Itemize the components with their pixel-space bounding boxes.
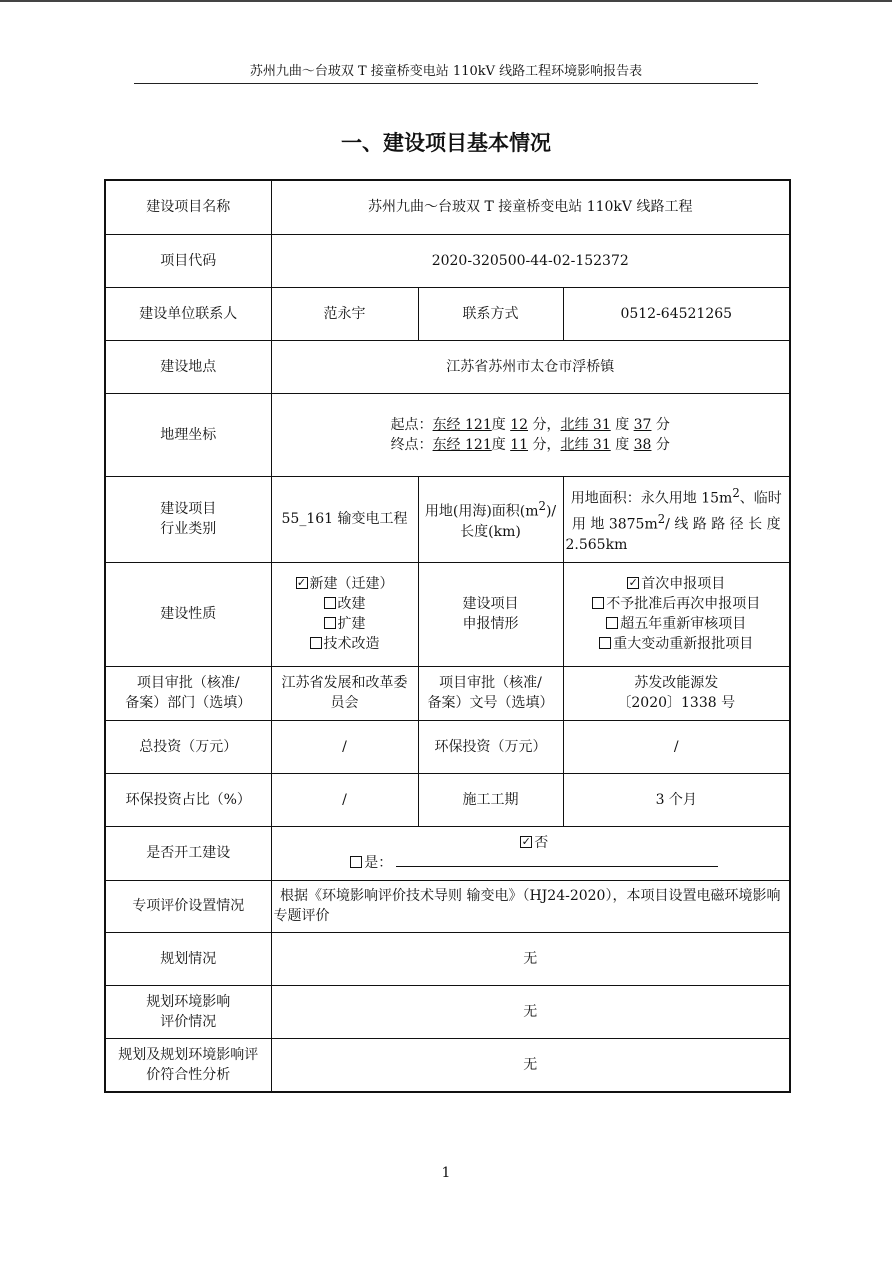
row-investment [105, 720, 790, 773]
row-project-code [105, 234, 790, 287]
checkbox-empty-icon [324, 597, 336, 609]
row-started [105, 826, 790, 880]
project-name-value: 苏州九曲～台玻双 T 接童桥变电站 110kV 线路工程 [271, 180, 790, 234]
row-compliance [105, 1038, 790, 1092]
phone-value: 0512-64521265 [563, 287, 790, 340]
blank-fill-line [396, 855, 718, 867]
project-code-label: 项目代码 [105, 234, 271, 287]
row-industry [105, 476, 790, 562]
started-option-yes: 是： [282, 853, 788, 873]
row-ratio-period [105, 773, 790, 826]
row-contact [105, 287, 790, 340]
row-coordinates [105, 393, 790, 476]
special-eval-label: 专项评价设置情况 [105, 880, 271, 932]
project-info-table [104, 179, 791, 1093]
nature-options [271, 562, 418, 666]
checkbox-empty-icon [310, 637, 322, 649]
row-location [105, 340, 790, 393]
started-options [271, 826, 790, 880]
period-value: 3 个月 [563, 773, 790, 826]
area-label: 用地(用海)面积$(m^2)/$ 长度(km) [418, 476, 563, 562]
area-value: 用地面积：永久用地 $15m^2$、临时用 地 $3875m^2/$ 线 路 路 径 长 度 2.565km [563, 476, 790, 562]
declare-option: 超五年重新审核项目 [566, 614, 788, 634]
declare-option: 不予批准后再次申报项目 [566, 594, 788, 614]
approval-no-value: 苏发改能源发 〔2020〕1338 号 [563, 666, 790, 720]
coordinate-start: 起点：东经 121度 12 分，北纬 31 度 37 分 [390, 416, 670, 433]
project-code-value: 2020-320500-44-02-152372 [271, 234, 790, 287]
special-eval-value: 根据《环境影响评价技术导则 输变电》（HJ24-2020），本项目设置电磁环境影响专题评价 [271, 880, 790, 932]
checkbox-checked-icon [520, 836, 532, 848]
planning-value: 无 [271, 932, 790, 985]
compliance-label: 规划及规划环境影响评 价符合性分析 [105, 1038, 271, 1092]
compliance-value: 无 [271, 1038, 790, 1092]
row-planning [105, 932, 790, 985]
page-number: 1 [441, 1165, 451, 1181]
location-value: 江苏省苏州市太仓市浮桥镇 [271, 340, 790, 393]
contact-label: 建设单位联系人 [105, 287, 271, 340]
planning-label: 规划情况 [105, 932, 271, 985]
project-name-label: 建设项目名称 [105, 180, 271, 234]
phone-label: 联系方式 [418, 287, 563, 340]
declare-options [563, 562, 790, 666]
running-header: 苏州九曲～台玻双 T 接童桥变电站 110kV 线路工程环境影响报告表 [249, 64, 643, 79]
section-title: 一、建设项目基本情况 [341, 131, 551, 155]
row-nature [105, 562, 790, 666]
contact-value: 范永宇 [271, 287, 418, 340]
nature-option: 改建 [274, 594, 416, 614]
nature-option: ✓新建（迁建） [274, 574, 416, 594]
total-invest-label: 总投资（万元） [105, 720, 271, 773]
coordinates-value [271, 393, 790, 476]
declare-option: 重大变动重新报批项目 [566, 634, 788, 654]
started-label: 是否开工建设 [105, 826, 271, 880]
env-invest-value: / [563, 720, 790, 773]
page-top-border [0, 0, 892, 2]
location-label: 建设地点 [105, 340, 271, 393]
total-invest-value: / [271, 720, 418, 773]
coordinate-end: 终点：东经 121度 11 分，北纬 31 度 38 分 [390, 436, 670, 453]
env-ratio-label: 环保投资占比（%） [105, 773, 271, 826]
env-ratio-value: / [271, 773, 418, 826]
declare-option: ✓首次申报项目 [566, 574, 788, 594]
row-special-eval [105, 880, 790, 932]
coordinates-label: 地理坐标 [105, 393, 271, 476]
planning-env-value: 无 [271, 985, 790, 1038]
checkbox-empty-icon [592, 597, 604, 609]
approval-dept-label: 项目审批（核准/ 备案）部门（选填） [105, 666, 271, 720]
row-project-name [105, 180, 790, 234]
nature-label: 建设性质 [105, 562, 271, 666]
period-label: 施工工期 [418, 773, 563, 826]
approval-dept-value: 江苏省发展和改革委 员会 [271, 666, 418, 720]
industry-label: 建设项目 行业类别 [105, 476, 271, 562]
env-invest-label: 环保投资（万元） [418, 720, 563, 773]
nature-option: 扩建 [274, 614, 416, 634]
header-rule [134, 83, 758, 84]
checkbox-checked-icon [296, 577, 308, 589]
row-planning-env [105, 985, 790, 1038]
approval-no-label: 项目审批（核准/ 备案）文号（选填） [418, 666, 563, 720]
checkbox-checked-icon [627, 577, 639, 589]
checkbox-empty-icon [324, 617, 336, 629]
row-approval [105, 666, 790, 720]
checkbox-empty-icon [350, 856, 362, 868]
checkbox-empty-icon [606, 617, 618, 629]
checkbox-empty-icon [599, 637, 611, 649]
declare-label: 建设项目 申报情形 [418, 562, 563, 666]
nature-option: 技术改造 [274, 634, 416, 654]
industry-value: 55_161 输变电工程 [271, 476, 418, 562]
started-option-no: ✓否 [282, 833, 788, 853]
planning-env-label: 规划环境影响 评价情况 [105, 985, 271, 1038]
